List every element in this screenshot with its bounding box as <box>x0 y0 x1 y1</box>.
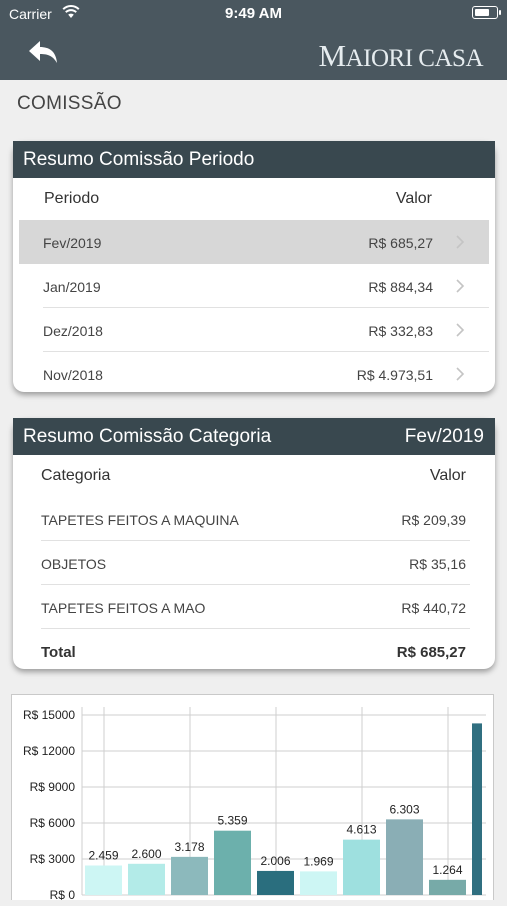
battery-icon <box>472 6 498 19</box>
category-label: OBJETOS <box>41 556 107 572</box>
chart-bar <box>386 819 423 895</box>
column-header-periodo: Periodo <box>44 190 100 207</box>
chart-bar <box>128 864 165 895</box>
total-value: R$ 685,27 <box>396 644 466 661</box>
y-tick-label: R$ 0 <box>49 888 75 902</box>
period-value: R$ 332,83 <box>368 323 433 339</box>
categoria-table[interactable] <box>13 455 495 661</box>
bar-data-label: 3.178 <box>174 839 205 854</box>
category-label: TAPETES FEITOS A MAQUINA <box>41 512 239 528</box>
chevron-right-icon <box>455 234 465 250</box>
status-bar <box>0 0 507 28</box>
category-value: R$ 35,16 <box>409 556 466 572</box>
period-label: Dez/2018 <box>43 323 103 339</box>
card-period: Fev/2019 <box>404 426 484 447</box>
y-tick-label: R$ 6000 <box>29 816 75 830</box>
y-tick-label: R$ 15000 <box>22 708 75 722</box>
period-label: Jan/2019 <box>43 279 101 295</box>
chevron-right-icon <box>455 322 465 338</box>
periodo-summary-card <box>13 141 495 392</box>
clock: 9:49 AM <box>225 5 282 22</box>
chevron-right-icon <box>455 278 465 294</box>
period-label: Fev/2019 <box>43 235 102 251</box>
chart-bar <box>214 831 251 895</box>
column-headers <box>13 455 495 497</box>
category-value: R$ 440,72 <box>401 600 466 616</box>
card-header <box>13 418 495 455</box>
bar-data-label: 2.459 <box>88 848 119 863</box>
column-header-valor: Valor <box>429 467 466 484</box>
chart-bar <box>85 865 122 895</box>
period-row[interactable] <box>19 308 489 352</box>
bar-data-label: 2.006 <box>260 853 291 868</box>
card-header <box>13 141 495 178</box>
period-row[interactable] <box>19 352 489 396</box>
bar-data-label: 1.264 <box>432 862 463 877</box>
total-row <box>13 629 495 673</box>
chart-bar <box>472 723 482 895</box>
chart-bar <box>257 871 294 895</box>
period-row[interactable] <box>19 220 489 264</box>
categoria-summary-card <box>13 418 495 669</box>
commission-chart <box>11 694 494 900</box>
total-label: Total <box>41 644 76 661</box>
period-value: R$ 685,27 <box>368 235 433 251</box>
column-header-categoria: Categoria <box>41 467 111 484</box>
period-row[interactable] <box>19 264 489 308</box>
bar-data-label: 2.600 <box>131 846 162 861</box>
period-value: R$ 4.973,51 <box>356 367 433 383</box>
carrier-label: Carrier <box>9 6 52 22</box>
back-arrow-icon[interactable] <box>26 38 60 68</box>
column-header-valor: Valor <box>395 190 432 207</box>
chart-bar <box>429 880 466 895</box>
category-row <box>13 541 495 585</box>
y-tick-label: R$ 9000 <box>29 780 75 794</box>
bar-data-label: 6.303 <box>389 802 420 817</box>
chart-bar <box>343 840 380 895</box>
category-value: R$ 209,39 <box>401 512 466 528</box>
bar-data-label: 1.969 <box>303 854 334 869</box>
chart-bar <box>300 871 337 895</box>
category-row <box>13 497 495 541</box>
period-label: Nov/2018 <box>43 367 103 383</box>
card-title: Resumo Comissão Periodo <box>23 149 255 170</box>
brand-logo: MAIORI CASA <box>318 38 483 73</box>
chevron-right-icon <box>455 366 465 382</box>
y-tick-label: R$ 12000 <box>22 744 75 758</box>
nav-bar <box>0 28 507 80</box>
bar-data-label: 4.613 <box>346 822 377 837</box>
y-tick-label: R$ 3000 <box>29 852 75 866</box>
chart-bar <box>171 857 208 895</box>
card-title: Resumo Comissão Categoria <box>23 426 272 447</box>
category-label: TAPETES FEITOS A MAO <box>41 600 206 616</box>
column-headers <box>13 178 495 220</box>
bar-data-label: 5.359 <box>217 813 248 828</box>
category-row <box>13 585 495 629</box>
bar-chart <box>12 695 493 901</box>
period-value: R$ 884,34 <box>368 279 433 295</box>
page-title: COMISSÃO <box>17 93 122 114</box>
